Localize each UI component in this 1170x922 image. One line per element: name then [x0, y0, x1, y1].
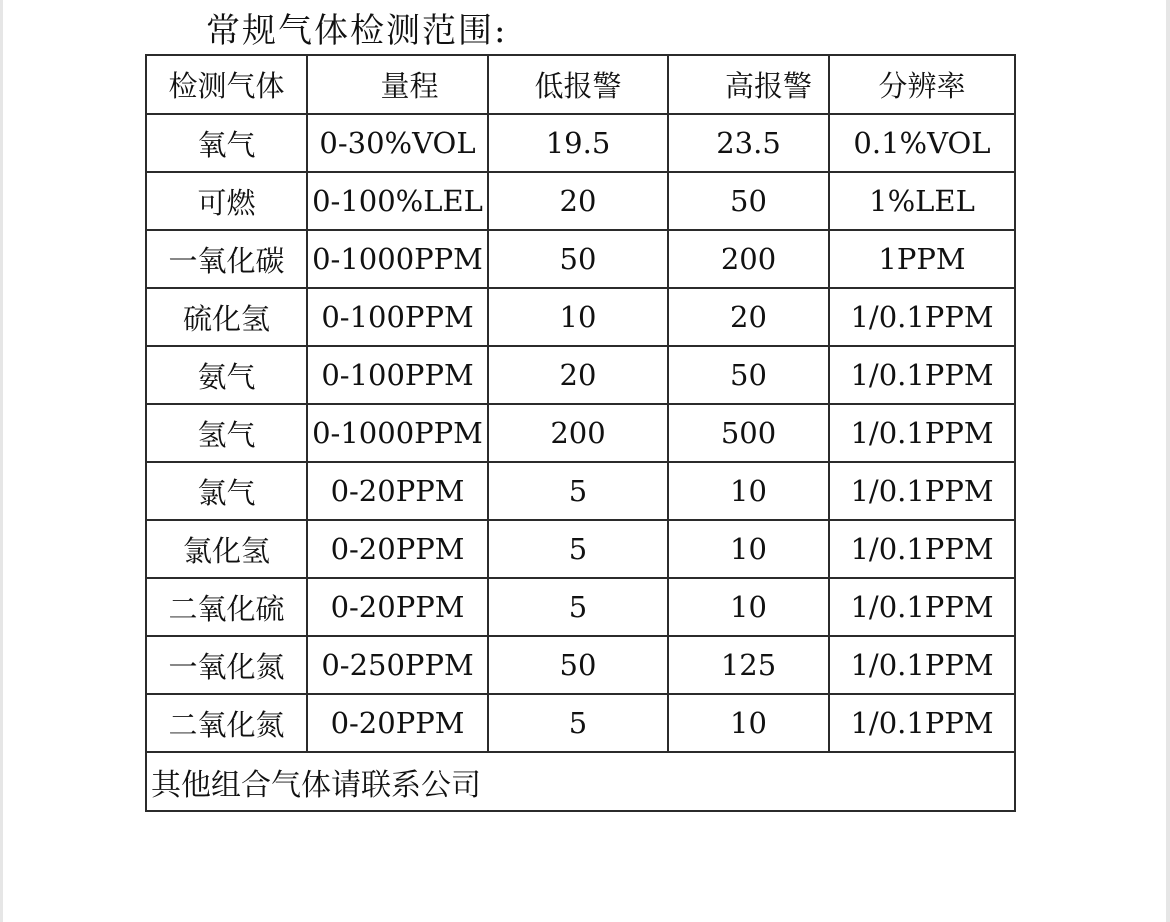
cell-range: 0-1000PPM [307, 404, 488, 462]
cell-range: 0-250PPM [307, 636, 488, 694]
cell-high-alarm: 23.5 [668, 114, 829, 172]
cell-low-alarm: 5 [488, 520, 668, 578]
header-resolution: 分辨率 [829, 55, 1015, 114]
table-row [146, 288, 1015, 346]
cell-resolution: 1%LEL [829, 172, 1015, 230]
cell-gas: 氨气 [146, 346, 307, 404]
table-row [146, 346, 1015, 404]
cell-gas: 二氧化硫 [146, 578, 307, 636]
header-gas: 检测气体 [146, 55, 307, 114]
table-row [146, 694, 1015, 752]
page-title: 常规气体检测范围: [206, 11, 508, 51]
cell-high-alarm: 20 [668, 288, 829, 346]
table-footer-row [146, 752, 1015, 811]
cell-range: 0-20PPM [307, 462, 488, 520]
table-row [146, 114, 1015, 172]
cell-range: 0-20PPM [307, 520, 488, 578]
cell-high-alarm: 500 [668, 404, 829, 462]
cell-low-alarm: 19.5 [488, 114, 668, 172]
table-row [146, 578, 1015, 636]
cell-gas: 一氧化碳 [146, 230, 307, 288]
cell-range: 0-100PPM [307, 288, 488, 346]
cell-gas: 氢气 [146, 404, 307, 462]
cell-resolution: 1/0.1PPM [829, 520, 1015, 578]
cell-low-alarm: 5 [488, 462, 668, 520]
cell-gas: 一氧化氮 [146, 636, 307, 694]
page-edge-right [1166, 0, 1170, 922]
cell-low-alarm: 10 [488, 288, 668, 346]
cell-range: 0-20PPM [307, 694, 488, 752]
cell-gas: 氧气 [146, 114, 307, 172]
cell-high-alarm: 10 [668, 462, 829, 520]
cell-low-alarm: 50 [488, 636, 668, 694]
cell-resolution: 1/0.1PPM [829, 288, 1015, 346]
cell-gas: 可燃 [146, 172, 307, 230]
cell-high-alarm: 200 [668, 230, 829, 288]
header-high-alarm: 高报警 [668, 55, 829, 114]
cell-gas: 硫化氢 [146, 288, 307, 346]
cell-gas: 氯气 [146, 462, 307, 520]
cell-resolution: 1/0.1PPM [829, 636, 1015, 694]
cell-high-alarm: 10 [668, 520, 829, 578]
cell-resolution: 0.1%VOL [829, 114, 1015, 172]
cell-resolution: 1/0.1PPM [829, 346, 1015, 404]
cell-resolution: 1/0.1PPM [829, 462, 1015, 520]
cell-low-alarm: 5 [488, 578, 668, 636]
cell-low-alarm: 20 [488, 346, 668, 404]
cell-gas: 氯化氢 [146, 520, 307, 578]
table-row [146, 520, 1015, 578]
table-header-row [146, 55, 1015, 114]
cell-high-alarm: 50 [668, 346, 829, 404]
table-row [146, 230, 1015, 288]
cell-low-alarm: 20 [488, 172, 668, 230]
cell-resolution: 1/0.1PPM [829, 404, 1015, 462]
table-row [146, 462, 1015, 520]
cell-low-alarm: 200 [488, 404, 668, 462]
cell-high-alarm: 125 [668, 636, 829, 694]
cell-low-alarm: 5 [488, 694, 668, 752]
table-row [146, 172, 1015, 230]
cell-high-alarm: 10 [668, 578, 829, 636]
cell-range: 0-100%LEL [307, 172, 488, 230]
footer-note: 其他组合气体请联系公司 [146, 752, 1015, 811]
cell-resolution: 1PPM [829, 230, 1015, 288]
cell-low-alarm: 50 [488, 230, 668, 288]
gas-detection-table [145, 54, 1016, 812]
cell-high-alarm: 50 [668, 172, 829, 230]
header-range: 量程 [307, 55, 488, 114]
cell-high-alarm: 10 [668, 694, 829, 752]
cell-range: 0-30%VOL [307, 114, 488, 172]
cell-gas: 二氧化氮 [146, 694, 307, 752]
page-edge-left [0, 0, 3, 922]
cell-resolution: 1/0.1PPM [829, 578, 1015, 636]
cell-range: 0-100PPM [307, 346, 488, 404]
cell-range: 0-20PPM [307, 578, 488, 636]
cell-range: 0-1000PPM [307, 230, 488, 288]
table-row [146, 636, 1015, 694]
cell-resolution: 1/0.1PPM [829, 694, 1015, 752]
header-low-alarm: 低报警 [488, 55, 668, 114]
table-row [146, 404, 1015, 462]
